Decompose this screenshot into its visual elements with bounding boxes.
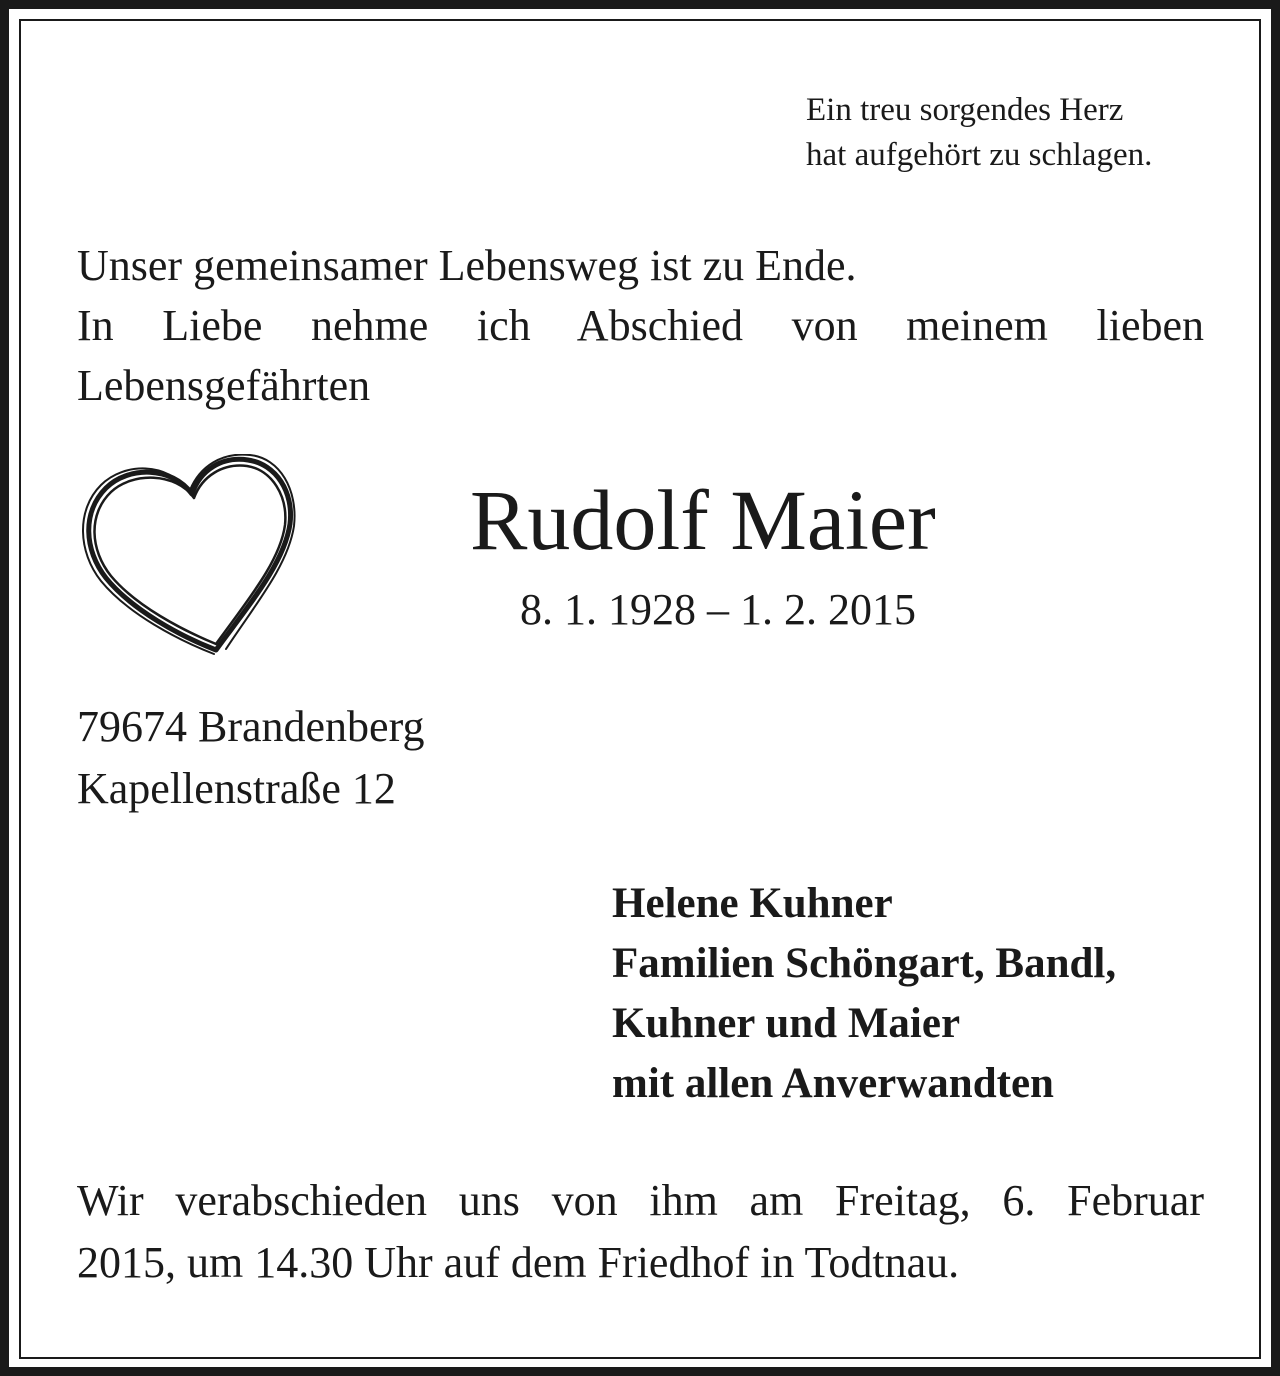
mourner-line: Helene Kuhner: [612, 880, 893, 927]
mourner-line: Familien Schöngart, Bandl,: [612, 940, 1117, 987]
funeral-line-2: 2015, um 14.30 Uhr auf dem Friedhof in Todtnau.: [77, 1238, 960, 1287]
motto-line-2: hat aufgehört zu schlagen.: [806, 137, 1153, 173]
mourner-line: mit allen Anverwandten: [612, 1060, 1054, 1107]
address-block: [77, 696, 424, 820]
funeral-line-1: Wir verabschieden uns von ihm am Freitag, 6. Februar: [77, 1176, 1204, 1225]
intro-text: [77, 236, 1204, 416]
mourners-block: [612, 874, 1116, 1114]
motto: [806, 88, 1152, 178]
intro-line-2: In Liebe nehme ich Abschied von meinem lieben: [77, 301, 1204, 350]
funeral-notice: [77, 1170, 1204, 1294]
deceased-name: Rudolf Maier: [470, 472, 936, 568]
address-street: Kapellenstraße 12: [77, 764, 396, 813]
motto-line-1: Ein treu sorgendes Herz: [806, 92, 1124, 128]
address-city: 79674 Brandenberg: [77, 702, 425, 751]
inner-border: [19, 19, 1261, 1359]
life-dates: 8. 1. 1928 – 1. 2. 2015: [520, 585, 916, 634]
heart-icon: [76, 454, 300, 658]
mourner-line: Kuhner und Maier: [612, 1000, 961, 1047]
intro-line-1: Unser gemeinsamer Lebensweg ist zu Ende.: [77, 241, 857, 290]
intro-line-3: Lebensgefährten: [77, 361, 371, 410]
